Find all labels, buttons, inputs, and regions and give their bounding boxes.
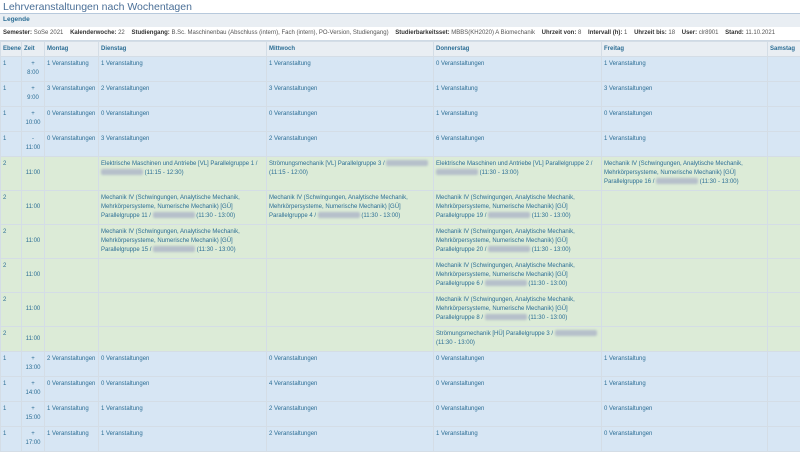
cell-di[interactable] <box>99 157 267 191</box>
table-row <box>1 352 800 377</box>
course-time: (11:30 - 13:00) <box>527 281 568 287</box>
cell-do[interactable] <box>434 191 602 225</box>
legend-item-user: User: clr8901 <box>682 30 719 36</box>
cell-do[interactable] <box>434 293 602 327</box>
col-header-dienstag: Dienstag <box>99 42 267 57</box>
cell-do[interactable] <box>434 377 602 402</box>
time-label: 13:00 <box>24 364 42 373</box>
expand-icon[interactable]: + <box>24 85 42 94</box>
cell-ebene: 2 <box>1 327 22 352</box>
cell-sa <box>768 57 800 82</box>
course-entry[interactable]: Mechanik IV (Schwingungen, Analytische Mechanik, Mehrkörpersysteme, Numerische Mechanik) [GÜ] Parallelgruppe 4 / <box>269 195 408 219</box>
course-entry[interactable]: Strömungsmechanik [VL] Parallelgruppe 3 / <box>269 161 386 167</box>
redacted-name <box>153 212 195 218</box>
time-label: 15:00 <box>24 414 42 423</box>
cell-ebene: 1 <box>1 107 22 132</box>
cell-ebene: 1 <box>1 132 22 157</box>
legend-item-uhrzeit-bis: Uhrzeit bis: 18 <box>634 30 675 36</box>
table-row <box>1 225 800 259</box>
cell-do[interactable] <box>434 352 602 377</box>
event-count-link[interactable]: 0 Veranstaltungen <box>604 406 652 412</box>
cell-ebene: 1 <box>1 427 22 452</box>
event-count-link[interactable]: 0 Veranstaltungen <box>269 111 317 117</box>
course-time: (11:30 - 13:00) <box>360 213 401 219</box>
event-count-link[interactable]: 1 Veranstaltung <box>604 381 646 387</box>
redacted-name <box>485 280 527 286</box>
cell-di[interactable] <box>99 191 267 225</box>
course-entry[interactable]: Mechanik IV (Schwingungen, Analytische Mechanik, Mehrkörpersysteme, Numerische Mechanik) [GÜ] Parallelgruppe 20 / <box>436 229 575 253</box>
cell-mi[interactable] <box>267 132 434 157</box>
course-time: (11:30 - 13:00) <box>698 179 739 185</box>
event-count-link[interactable]: 2 Veranstaltungen <box>101 86 149 92</box>
cell-sa <box>768 132 800 157</box>
cell-ebene: 2 <box>1 259 22 293</box>
cell-fr[interactable] <box>602 82 768 107</box>
cell-mo[interactable] <box>45 427 99 452</box>
cell-do[interactable] <box>434 82 602 107</box>
cell-mi[interactable] <box>267 352 434 377</box>
cell-fr <box>602 293 768 327</box>
cell-fr <box>602 327 768 352</box>
event-count-link[interactable]: 1 Veranstaltung <box>436 86 478 92</box>
cell-mo[interactable] <box>45 107 99 132</box>
col-header-ebene: Ebene <box>1 42 22 57</box>
redacted-name <box>485 314 527 320</box>
time-label: 9:00 <box>24 94 42 103</box>
cell-mi[interactable] <box>267 57 434 82</box>
cell-ebene: 1 <box>1 82 22 107</box>
cell-zeit <box>22 157 45 191</box>
cell-do[interactable] <box>434 225 602 259</box>
legend-item-semester: Semester: SoSe 2021 <box>3 30 63 36</box>
cell-fr[interactable] <box>602 157 768 191</box>
cell-fr <box>602 191 768 225</box>
cell-di <box>99 259 267 293</box>
time-label: 11:00 <box>24 335 42 344</box>
cell-fr[interactable] <box>602 402 768 427</box>
event-count-link[interactable]: 0 Veranstaltungen <box>436 406 484 412</box>
cell-mi <box>267 327 434 352</box>
expand-icon[interactable]: + <box>24 430 42 439</box>
course-time: (11:30 - 13:00) <box>195 247 236 253</box>
cell-do[interactable] <box>434 57 602 82</box>
cell-mo <box>45 259 99 293</box>
cell-di[interactable] <box>99 82 267 107</box>
cell-mo[interactable] <box>45 57 99 82</box>
table-row <box>1 157 800 191</box>
cell-mo[interactable] <box>45 352 99 377</box>
course-entry[interactable]: Mechanik IV (Schwingungen, Analytische Mechanik, Mehrkörpersysteme, Numerische Mechanik) [GÜ] Parallelgruppe 15 / <box>101 229 240 253</box>
event-count-link[interactable]: 2 Veranstaltungen <box>269 406 317 412</box>
event-count-link[interactable]: 1 Veranstaltung <box>604 356 646 362</box>
table-row <box>1 57 800 82</box>
expand-icon[interactable]: + <box>24 355 42 364</box>
cell-mo <box>45 191 99 225</box>
event-count-link[interactable]: 0 Veranstaltungen <box>436 356 484 362</box>
cell-di[interactable] <box>99 377 267 402</box>
cell-mi[interactable] <box>267 157 434 191</box>
course-time: (11:30 - 13:00) <box>530 213 571 219</box>
time-label: 14:00 <box>24 389 42 398</box>
cell-zeit[interactable] <box>22 427 45 452</box>
table-row <box>1 259 800 293</box>
col-header-montag: Montag <box>45 42 99 57</box>
cell-fr <box>602 225 768 259</box>
cell-mi <box>267 259 434 293</box>
cell-ebene: 2 <box>1 225 22 259</box>
time-label: 10:00 <box>24 119 42 128</box>
event-count-link[interactable]: 1 Veranstaltung <box>269 61 311 67</box>
event-count-link[interactable]: 0 Veranstaltungen <box>436 61 484 67</box>
table-row <box>1 402 800 427</box>
time-label: 11:00 <box>24 237 42 246</box>
course-entry[interactable]: Mechanik IV (Schwingungen, Analytische Mechanik, Mehrkörpersysteme, Numerische Mechanik) [GÜ] Parallelgruppe 16 / <box>604 161 743 185</box>
cell-di[interactable] <box>99 57 267 82</box>
legend-item-studiengang: Studiengang: B.Sc. Maschinenbau (Abschluss (intern), Fach (intern), PO-Version, Studiengang) <box>131 30 388 36</box>
event-count-link[interactable]: 0 Veranstaltungen <box>101 111 149 117</box>
cell-sa <box>768 427 800 452</box>
cell-zeit <box>22 191 45 225</box>
time-label: 11:00 <box>24 203 42 212</box>
event-count-link[interactable]: 0 Veranstaltungen <box>436 381 484 387</box>
course-entry[interactable]: Mechanik IV (Schwingungen, Analytische Mechanik, Mehrkörpersysteme, Numerische Mechanik) [GÜ] Parallelgruppe 19 / <box>436 195 575 219</box>
table-row <box>1 327 800 352</box>
cell-sa <box>768 225 800 259</box>
table-row <box>1 107 800 132</box>
course-time: (11:30 - 13:00) <box>527 315 568 321</box>
event-count-link[interactable]: 4 Veranstaltungen <box>269 381 317 387</box>
cell-di[interactable] <box>99 107 267 132</box>
course-entry[interactable]: Elektrische Maschinen und Antriebe [VL] Parallelgruppe 1 / <box>101 161 257 167</box>
cell-mi[interactable] <box>267 377 434 402</box>
cell-ebene: 1 <box>1 352 22 377</box>
cell-mo <box>45 157 99 191</box>
event-count-link[interactable]: 1 Veranstaltung <box>436 431 478 437</box>
cell-mo[interactable] <box>45 402 99 427</box>
event-count-link[interactable]: 0 Veranstaltungen <box>604 111 652 117</box>
event-count-link[interactable]: 1 Veranstaltung <box>604 61 646 67</box>
cell-do[interactable] <box>434 107 602 132</box>
cell-fr[interactable] <box>602 132 768 157</box>
cell-sa <box>768 352 800 377</box>
event-count-link[interactable]: 0 Veranstaltungen <box>101 356 149 362</box>
cell-fr <box>602 259 768 293</box>
page-title: Lehrveranstaltungen nach Wochentagen <box>0 0 800 14</box>
cell-sa <box>768 327 800 352</box>
cell-mi[interactable] <box>267 107 434 132</box>
course-time: (11:30 - 13:00) <box>530 247 571 253</box>
cell-mo <box>45 293 99 327</box>
legend-body <box>0 27 800 40</box>
course-entry[interactable]: Elektrische Maschinen und Antriebe [VL] Parallelgruppe 2 / <box>436 161 592 167</box>
table-row <box>1 82 800 107</box>
event-count-link[interactable]: 0 Veranstaltungen <box>47 136 95 142</box>
time-label: 11:00 <box>24 305 42 314</box>
cell-zeit[interactable] <box>22 352 45 377</box>
cell-zeit[interactable] <box>22 132 45 157</box>
cell-ebene: 1 <box>1 402 22 427</box>
cell-di[interactable] <box>99 225 267 259</box>
event-count-link[interactable]: 1 Veranstaltung <box>47 406 89 412</box>
cell-zeit <box>22 259 45 293</box>
cell-mi <box>267 293 434 327</box>
course-time: (11:30 - 13:00) <box>436 340 475 346</box>
redacted-name <box>656 178 698 184</box>
event-count-link[interactable]: 3 Veranstaltungen <box>47 86 95 92</box>
cell-fr[interactable] <box>602 107 768 132</box>
event-count-link[interactable]: 3 Veranstaltungen <box>269 86 317 92</box>
schedule-table <box>0 41 800 452</box>
cell-zeit[interactable] <box>22 402 45 427</box>
redacted-name <box>318 212 360 218</box>
cell-zeit <box>22 293 45 327</box>
course-entry[interactable]: Mechanik IV (Schwingungen, Analytische Mechanik, Mehrkörpersysteme, Numerische Mechanik) [GÜ] Parallelgruppe 6 / <box>436 263 575 287</box>
col-header-donnerstag: Donnerstag <box>434 42 602 57</box>
cell-di <box>99 327 267 352</box>
cell-mo <box>45 225 99 259</box>
legend-panel <box>0 14 800 41</box>
cell-mo[interactable] <box>45 377 99 402</box>
cell-do[interactable] <box>434 427 602 452</box>
col-header-freitag: Freitag <box>602 42 768 57</box>
event-count-link[interactable]: 1 Veranstaltung <box>101 431 143 437</box>
event-count-link[interactable]: 0 Veranstaltungen <box>604 431 652 437</box>
cell-fr[interactable] <box>602 352 768 377</box>
course-time: (11:15 - 12:00) <box>269 170 308 176</box>
cell-mi <box>267 225 434 259</box>
event-count-link[interactable]: 1 Veranstaltung <box>436 111 478 117</box>
redacted-name <box>153 246 195 252</box>
event-count-link[interactable]: 6 Veranstaltungen <box>436 136 484 142</box>
expand-icon[interactable]: + <box>24 380 42 389</box>
cell-zeit[interactable] <box>22 57 45 82</box>
event-count-link[interactable]: 0 Veranstaltungen <box>269 356 317 362</box>
legend-item-intervall: Intervall (h): 1 <box>588 30 627 36</box>
legend-item-studierbarkeitsset: Studierbarkeitsset: MBBS(KH2020) A Biomechanik <box>395 30 535 36</box>
time-label: 8:00 <box>24 69 42 78</box>
course-entry[interactable]: Mechanik IV (Schwingungen, Analytische Mechanik, Mehrkörpersysteme, Numerische Mechanik) [GÜ] Parallelgruppe 8 / <box>436 297 575 321</box>
event-count-link[interactable]: 3 Veranstaltungen <box>604 86 652 92</box>
cell-mi[interactable] <box>267 191 434 225</box>
table-row <box>1 191 800 225</box>
cell-mi[interactable] <box>267 402 434 427</box>
cell-ebene: 1 <box>1 57 22 82</box>
course-entry[interactable]: Strömungsmechanik [HÜ] Parallelgruppe 3 / <box>436 331 555 337</box>
expand-icon[interactable]: + <box>24 60 42 69</box>
event-count-link[interactable]: 1 Veranstaltung <box>101 61 143 67</box>
cell-sa <box>768 191 800 225</box>
redacted-name <box>101 169 143 175</box>
cell-do[interactable] <box>434 132 602 157</box>
event-count-link[interactable]: 0 Veranstaltungen <box>101 381 149 387</box>
cell-ebene: 2 <box>1 157 22 191</box>
time-label: 11:00 <box>24 144 42 153</box>
event-count-link[interactable]: 2 Veranstaltungen <box>47 356 95 362</box>
cell-do[interactable] <box>434 259 602 293</box>
event-count-link[interactable]: 1 Veranstaltung <box>101 406 143 412</box>
redacted-name <box>436 169 478 175</box>
table-row <box>1 132 800 157</box>
cell-di[interactable] <box>99 427 267 452</box>
cell-fr[interactable] <box>602 427 768 452</box>
course-time: (11:30 - 13:00) <box>195 213 236 219</box>
cell-sa <box>768 82 800 107</box>
course-time: (11:30 - 13:00) <box>478 170 519 176</box>
redacted-name <box>386 160 428 166</box>
cell-ebene: 1 <box>1 377 22 402</box>
cell-zeit[interactable] <box>22 377 45 402</box>
cell-mi[interactable] <box>267 82 434 107</box>
cell-ebene: 2 <box>1 293 22 327</box>
col-header-mittwoch: Mittwoch <box>267 42 434 57</box>
time-label: 11:00 <box>24 271 42 280</box>
cell-sa <box>768 377 800 402</box>
table-row <box>1 293 800 327</box>
time-label: 17:00 <box>24 439 42 448</box>
cell-zeit[interactable] <box>22 82 45 107</box>
collapse-icon[interactable]: - <box>24 135 42 144</box>
cell-mo[interactable] <box>45 132 99 157</box>
table-header-row <box>1 42 800 57</box>
cell-zeit <box>22 327 45 352</box>
event-count-link[interactable]: 3 Veranstaltungen <box>101 136 149 142</box>
cell-sa <box>768 107 800 132</box>
event-count-link[interactable]: 1 Veranstaltung <box>604 136 646 142</box>
cell-di[interactable] <box>99 132 267 157</box>
cell-fr[interactable] <box>602 57 768 82</box>
cell-fr[interactable] <box>602 377 768 402</box>
cell-di[interactable] <box>99 402 267 427</box>
cell-sa <box>768 157 800 191</box>
cell-sa <box>768 259 800 293</box>
cell-zeit[interactable] <box>22 107 45 132</box>
cell-mo <box>45 327 99 352</box>
redacted-name <box>488 246 530 252</box>
legend-item-uhrzeit-von: Uhrzeit von: 8 <box>542 30 582 36</box>
legend-header[interactable]: Legende <box>0 14 800 27</box>
cell-mo[interactable] <box>45 82 99 107</box>
event-count-link[interactable]: 0 Veranstaltungen <box>47 381 95 387</box>
col-header-zeit: Zeit <box>22 42 45 57</box>
event-count-link[interactable]: 1 Veranstaltung <box>47 431 89 437</box>
course-time: (11:15 - 12:30) <box>143 170 184 176</box>
event-count-link[interactable]: 0 Veranstaltungen <box>47 111 95 117</box>
legend-item-stand: Stand: 11.10.2021 <box>725 30 775 36</box>
cell-sa <box>768 293 800 327</box>
redacted-name <box>488 212 530 218</box>
cell-ebene: 2 <box>1 191 22 225</box>
expand-icon[interactable]: + <box>24 405 42 414</box>
time-label: 11:00 <box>24 169 42 178</box>
course-entry[interactable]: Mechanik IV (Schwingungen, Analytische Mechanik, Mehrkörpersysteme, Numerische Mechanik) [GÜ] Parallelgruppe 11 / <box>101 195 240 219</box>
legend-item-kalenderwoche: Kalenderwoche: 22 <box>70 30 125 36</box>
cell-sa <box>768 402 800 427</box>
cell-di <box>99 293 267 327</box>
cell-do[interactable] <box>434 157 602 191</box>
redacted-name <box>555 330 597 336</box>
col-header-samstag: Samstag <box>768 42 800 57</box>
event-count-link[interactable]: 1 Veranstaltung <box>47 61 89 67</box>
cell-do[interactable] <box>434 402 602 427</box>
cell-di[interactable] <box>99 352 267 377</box>
event-count-link[interactable]: 2 Veranstaltungen <box>269 431 317 437</box>
cell-zeit <box>22 225 45 259</box>
table-row <box>1 377 800 402</box>
table-row <box>1 427 800 452</box>
expand-icon[interactable]: + <box>24 110 42 119</box>
event-count-link[interactable]: 2 Veranstaltungen <box>269 136 317 142</box>
cell-mi[interactable] <box>267 427 434 452</box>
cell-do[interactable] <box>434 327 602 352</box>
